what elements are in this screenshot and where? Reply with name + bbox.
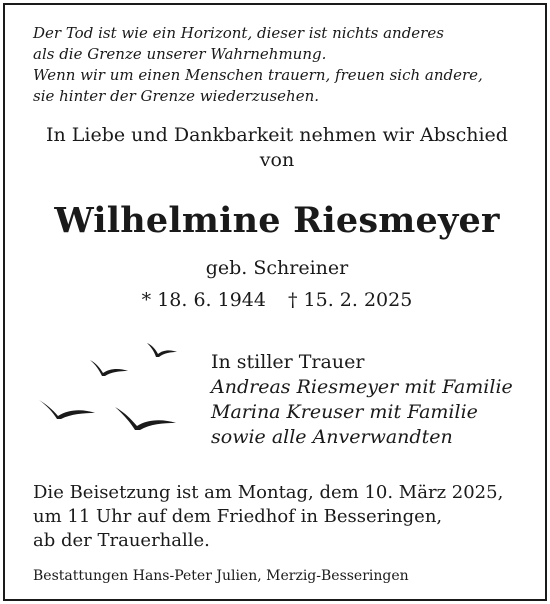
undertaker: Bestattungen Hans-Peter Julien, Merzig-Besseringen: [33, 568, 409, 584]
poem-line-1: Der Tod ist wie ein Horizont, dieser ist nichts anderes: [33, 24, 444, 42]
poem-line-4: sie hinter der Grenze wiederzusehen.: [33, 87, 320, 105]
funeral-line-3: ab der Trauerhalle.: [33, 530, 210, 551]
poem-line-2: als die Grenze unserer Wahrnehmung.: [33, 45, 327, 63]
deceased-name: Wilhelmine Riesmeyer: [54, 200, 500, 241]
birds-icon: [39, 339, 189, 445]
bird-3: [39, 400, 95, 419]
obituary-frame: [3, 3, 547, 601]
mourner-1: Andreas Riesmeyer mit Familie: [211, 376, 513, 398]
mourners-heading: In stiller Trauer: [211, 351, 365, 373]
bird-1: [147, 343, 177, 357]
mourner-3: sowie alle Anverwandten: [211, 426, 453, 448]
mourners: [211, 350, 541, 450]
funeral-info: [33, 481, 533, 553]
poem: [33, 23, 533, 107]
bird-4: [115, 407, 176, 430]
birth-date: * 18. 6. 1944: [141, 289, 266, 311]
life-dates: [5, 287, 549, 313]
poem-line-3: Wenn wir um einen Menschen trauern, freuen sich andere,: [33, 66, 483, 84]
death-date: † 15. 2. 2025: [288, 289, 413, 311]
intro: [5, 123, 549, 173]
funeral-line-1: Die Beisetzung ist am Montag, dem 10. März 2025,: [33, 482, 504, 503]
bird-2: [90, 360, 128, 376]
intro-line-2: von: [259, 149, 295, 171]
birth-name: geb. Schreiner: [205, 257, 349, 279]
funeral-line-2: um 11 Uhr auf dem Friedhof in Besseringen,: [33, 506, 443, 527]
mourner-2: Marina Kreuser mit Familie: [211, 401, 478, 423]
intro-line-1: In Liebe und Dankbarkeit nehmen wir Abschied: [46, 124, 508, 146]
